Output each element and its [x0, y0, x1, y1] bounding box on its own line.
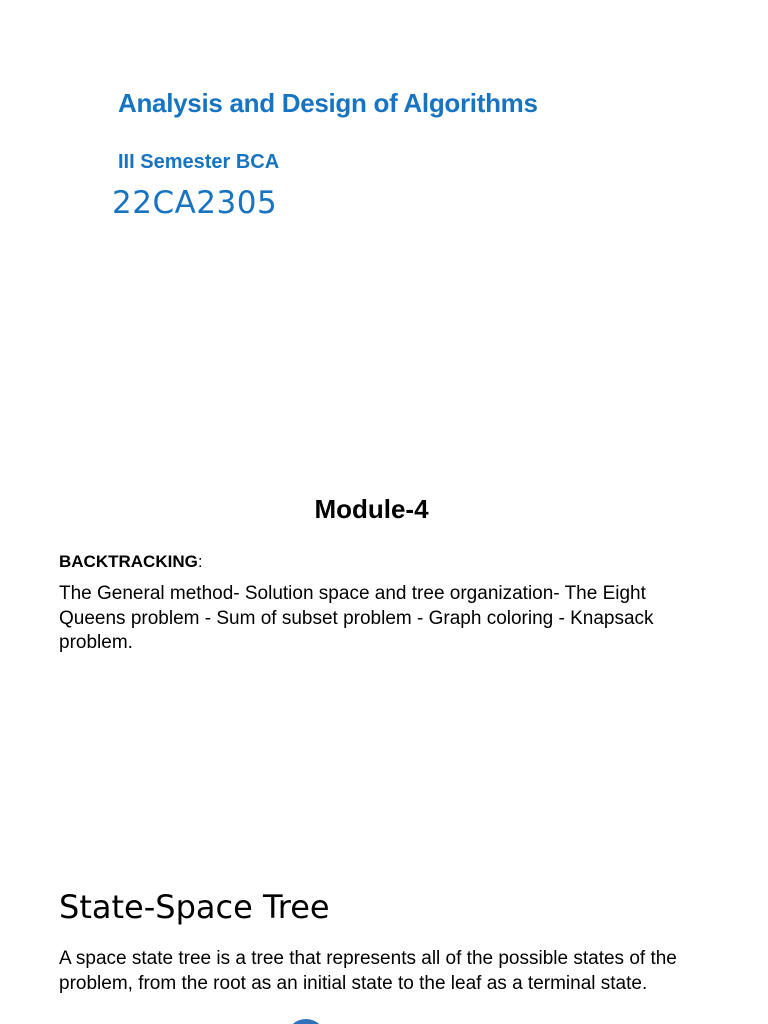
- state-space-definition: A space state tree is a tree that represents all of the possible states of the problem, from the root as an initial state to the leaf as a terminal state.: [59, 948, 677, 994]
- section-label-suffix: :: [197, 552, 203, 571]
- semester-label: III Semester BCA: [118, 151, 280, 173]
- module-topics: The General method- Solution space and tree organization- The Eight Queens problem - Sum of subset problem - Graph coloring - Knapsack problem.: [59, 583, 654, 653]
- course-code: 22CA2305: [112, 185, 278, 221]
- section-label-text: BACKTRACKING: [59, 552, 198, 571]
- tree-root-node: [286, 1019, 326, 1024]
- module-heading: Module-4: [314, 494, 429, 524]
- state-space-heading: State-Space Tree: [59, 888, 330, 926]
- document-title: Analysis and Design of Algorithms: [118, 88, 538, 118]
- section-label: [59, 552, 203, 572]
